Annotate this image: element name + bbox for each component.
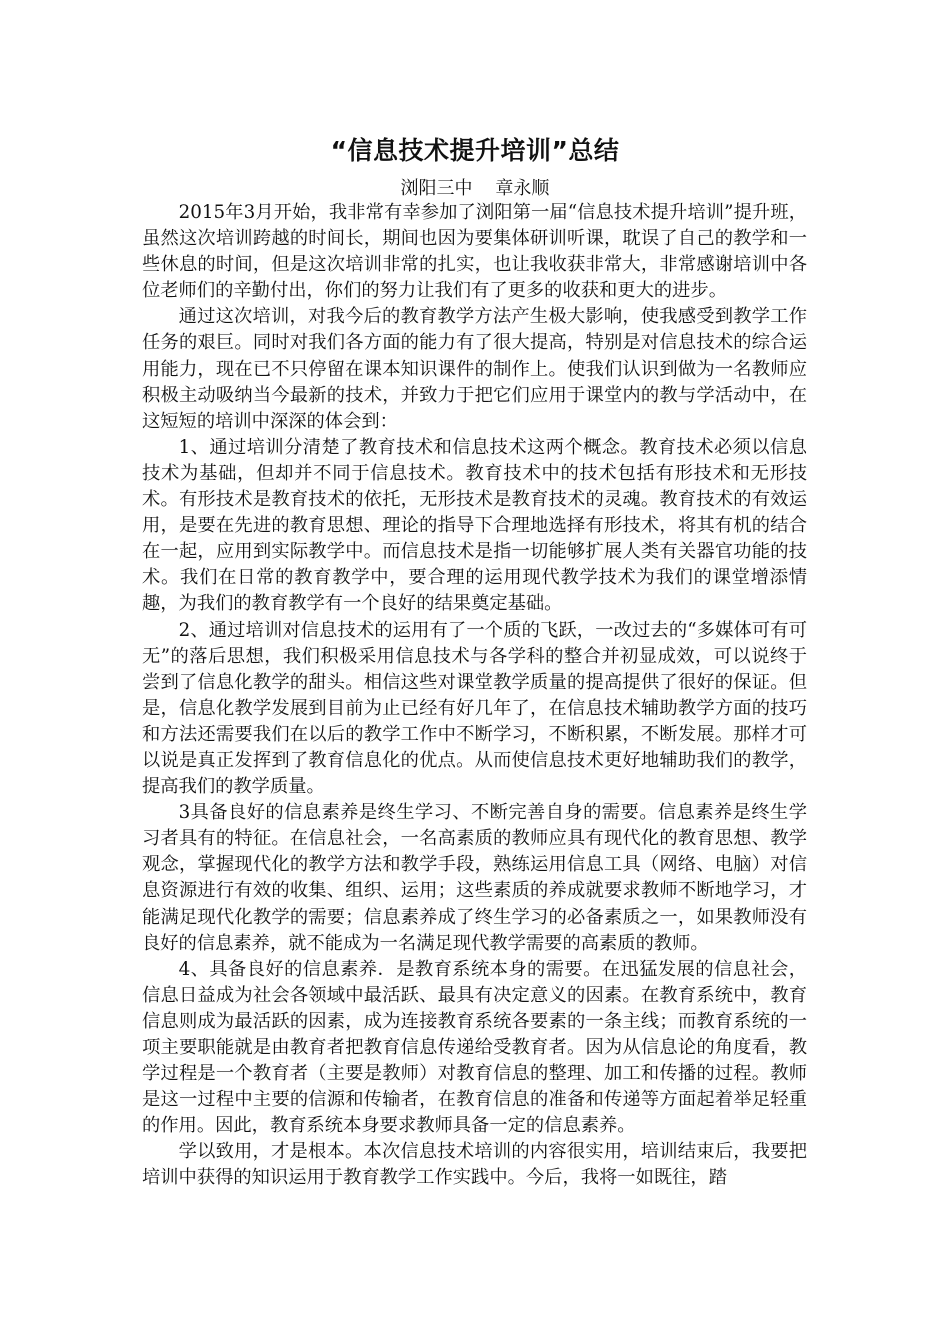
paragraph-point-3: 3具备良好的信息素养是终生学习、不断完善自身的需要。信息素养是终生学习者具有的特征。在信息社会，一名高素质的教师应具有现代化的教育思想、教学观念，掌握现代化的教学方法和教学手段，熟练运用信息工具（网络、电脑）对信息资源进行有效的收集、组织、运用；这些素质的养成就要求教师不断地学习，才能满足现代化教学的需要；信息素养成了终生学习的必备素质之一，如果教师没有良好的信息素养，就不能成为一名满足现代教学需要的高素质的教师。 — [142, 802, 807, 954]
document-title: “信息技术提升培训”总结 — [330, 136, 620, 165]
paragraph-impact: 通过这次培训，对我今后的教育教学方法产生极大影响，使我感受到教学工作任务的艰巨。同时对我们各方面的能力有了很大提高，特别是对信息技术的综合运用能力，现在已不只停留在课本知识课件的制作上。使我们认识到做为一名教师应积极主动吸纳当今最新的技术，并致力于把它们应用于课堂内的教与学活动中，在这短短的培训中深深的体会到： — [142, 306, 807, 432]
paragraph-intro: 2015年3月开始，我非常有幸参加了浏阳第一届“信息技术提升培训”提升班，虽然这次培训跨越的时间长，期间也因为要集体研训听课，耽误了自己的教学和一些休息的时间，但是这次培训非常的扎实，也让我收获非常大，非常感谢培训中各位老师们的辛勤付出，你们的努力让我们有了更多的收获和更大的进步。 — [142, 202, 807, 302]
paragraph-point-1: 1、通过培训分清楚了教育技术和信息技术这两个概念。教育技术必须以信息技术为基础，但却并不同于信息技术。教育技术中的技术包括有形技术和无形技术。有形技术是教育技术的依托，无形技术是教育技术的灵魂。教育技术的有效运用，是要在先进的教育思想、理论的指导下合理地选择有形技术，将其有机的结合在一起，应用到实际教学中。而信息技术是指一切能够扩展人类有关器官功能的技术。我们在日常的教育教学中，要合理的运用现代教学技术为我们的课堂增添情趣，为我们的教育教学有一个良好的结果奠定基础。 — [142, 436, 807, 615]
paragraph-point-2: 2、通过培训对信息技术的运用有了一个质的飞跃，一改过去的“多媒体可有可无”的落后思想，我们积极采用信息技术与各学科的整合并初显成效，可以说终于尝到了信息化教学的甜头。相信这些对课堂教学质量的提高提供了很好的保证。但是，信息化教学发展到目前为止已经有好几年了，在信息技术辅助教学方面的技巧和方法还需要我们在以后的教学工作中不断学习，不断积累，不断发展。那样才可以说是真正发挥到了教育信息化的优点。从而使信息技术更好地辅助我们的教学，提高我们的教学质量。 — [142, 619, 807, 798]
paragraph-point-4: 4、具备良好的信息素养．是教育系统本身的需要。在迅猛发展的信息社会，信息日益成为社会各领域中最活跃、最具有决定意义的因素。在教育系统中，教育信息则成为最活跃的因素，成为连接教育系统各要素的一条主线；而教育系统的一项主要职能就是由教育者把教育信息传递给受教育者。因为从信息论的角度看，教学过程是一个教育者（主要是教师）对教育信息的整理、加工和传播的过程。教师是这一过程中主要的信源和传输者，在教育信息的准备和传递等方面起着举足轻重的作用。因此，教育系统本身要求教师具备一定的信息素养。 — [142, 958, 807, 1137]
paragraph-conclusion: 学以致用，才是根本。本次信息技术培训的内容很实用，培训结束后，我要把培训中获得的知识运用于教育教学工作实践中。今后，我将一如既往，踏 — [142, 1141, 807, 1189]
document-body — [142, 200, 807, 1192]
author-line: 浏阳三中 章永顺 — [400, 178, 550, 199]
